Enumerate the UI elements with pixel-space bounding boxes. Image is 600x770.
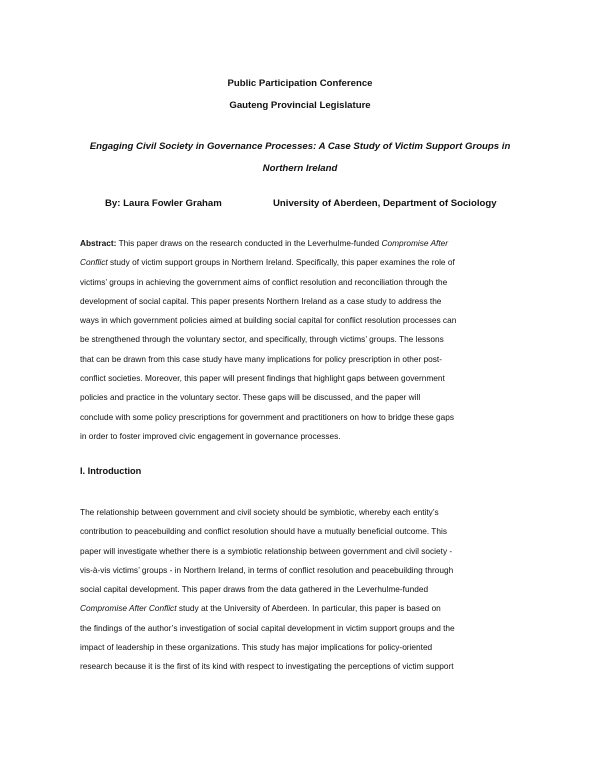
intro-line: paper will investigate whether there is a symbiotic relationship between government and civil society -: [80, 545, 453, 556]
venue-name: Gauteng Provincial Legislature: [229, 100, 371, 111]
intro-line: [80, 599, 520, 618]
abstract-line: that can be drawn from this case study have many implications for policy prescription in other post-: [80, 353, 443, 364]
intro-text: study at the University of Aberdeen. In particular, this paper is based on: [176, 603, 441, 614]
study-name-italic: Compromise After Conflict: [80, 603, 177, 614]
section-heading-introduction: I. Introduction: [80, 466, 142, 476]
intro-line: contribution to peacebuilding and conflict resolution should have a mutually beneficial outcome. This: [80, 526, 447, 537]
study-name-italic: Compromise After: [381, 238, 449, 248]
abstract-line: be strengthened through the voluntary sector, and specifically, through victims’ groups. The lessons: [80, 334, 444, 345]
abstract-line: victims’ groups in achieving the government aims of conflict resolution and reconciliation through the: [80, 276, 448, 287]
abstract-line: [80, 234, 520, 253]
abstract-line: [80, 253, 520, 272]
abstract-text: This paper draws on the research conducted in the Leverhulme-funded: [116, 238, 382, 248]
paper-title: [80, 136, 520, 180]
intro-line: research because it is the first of its kind with respect to investigating the perceptions of victim support: [80, 661, 454, 672]
abstract-label: Abstract:: [80, 238, 117, 248]
abstract-line: ways in which government policies aimed at building social capital for conflict resolution processes can: [80, 315, 457, 326]
abstract-text: study of victim support groups in Northern Ireland. Specifically, this paper examines the role of: [107, 257, 455, 268]
intro-line: the findings of the author’s investigation of social capital development in victim support groups and the: [80, 622, 455, 633]
abstract-line: policies and practice in the voluntary sector. These gaps will be discussed, and the paper will: [80, 392, 421, 403]
paper-title-line-1: Engaging Civil Society in Governance Processes: A Case Study of Victim Support Groups in: [89, 141, 511, 152]
intro-line: The relationship between government and civil society should be symbiotic, whereby each entity’s: [80, 507, 439, 517]
conference-name: Public Participation Conference: [227, 78, 373, 89]
intro-line: impact of leadership in these organizations. This study has major implications for policy-oriented: [80, 642, 433, 653]
author-byline: By: Laura Fowler Graham: [105, 198, 222, 209]
author-affiliation: University of Aberdeen, Department of Sociology: [273, 198, 497, 209]
introduction-paragraph: [80, 503, 520, 677]
abstract-paragraph: [80, 234, 520, 446]
intro-line: vis-à-vis victims’ groups - in Northern Ireland, in terms of conflict resolution and peacebuilding through: [80, 564, 454, 575]
abstract-line: development of social capital. This paper presents Northern Ireland as a case study to address the: [80, 295, 442, 306]
abstract-line: conflict societies. Moreover, this paper will present findings that highlight gaps between government: [80, 373, 445, 384]
abstract-line: conclude with some policy prescriptions for government and practitioners on how to bridge these gaps: [80, 411, 455, 422]
intro-line: social capital development. This paper draws from the data gathered in the Leverhulme-funded: [80, 584, 429, 595]
study-name-italic: Conflict: [80, 257, 108, 268]
abstract-line: in order to foster improved civic engagement in governance processes.: [80, 430, 341, 441]
paper-title-line-2: Northern Ireland: [262, 163, 338, 174]
